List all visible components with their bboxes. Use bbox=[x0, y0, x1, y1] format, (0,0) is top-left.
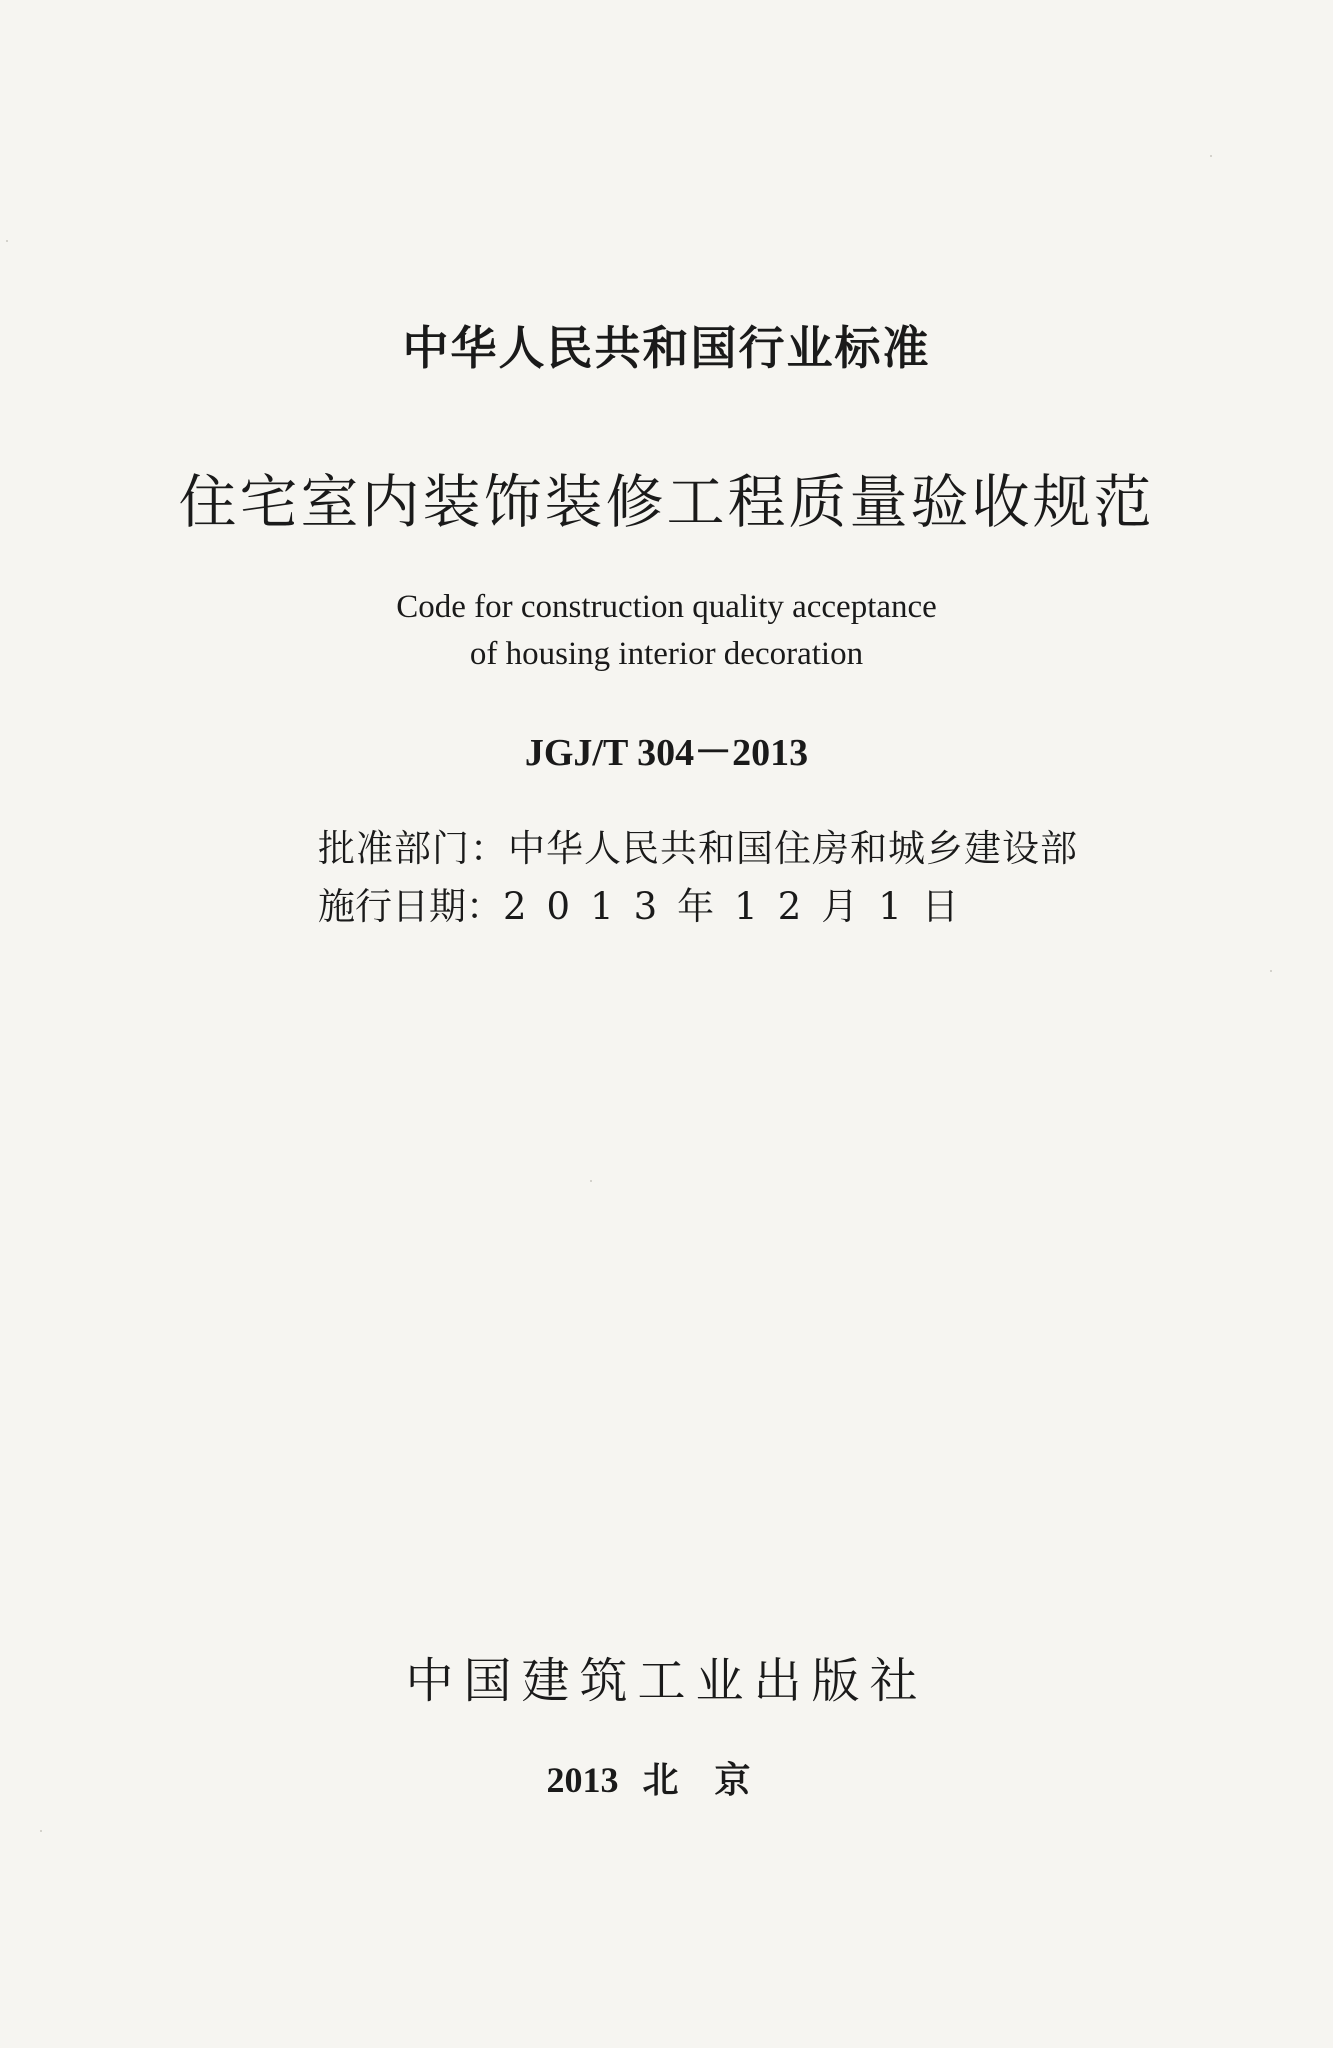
english-title-line-1: Code for construction quality acceptance bbox=[396, 589, 937, 625]
chinese-title: 住宅室内装饰装修工程质量验收规范 bbox=[178, 468, 1155, 536]
effective-value: 2013年12月1日 bbox=[503, 885, 979, 928]
publication-year: 2013 bbox=[546, 1760, 619, 1800]
publisher-name: 中国建筑工业出版社 bbox=[405, 1653, 928, 1709]
scan-speck bbox=[1270, 970, 1272, 972]
scan-speck bbox=[590, 1180, 592, 1182]
approval-department bbox=[318, 826, 1078, 872]
publication-city: 北京 bbox=[642, 1759, 787, 1801]
scan-speck bbox=[6, 240, 8, 242]
approval-value: 中华人民共和国住房和城乡建设部 bbox=[508, 827, 1078, 870]
standard-category: 中华人民共和国行业标准 bbox=[402, 321, 931, 375]
effective-label: 施行日期： bbox=[318, 885, 503, 928]
approval-label: 批准部门： bbox=[318, 827, 508, 870]
effective-date bbox=[318, 884, 979, 930]
scan-speck bbox=[1210, 155, 1212, 157]
scan-speck bbox=[40, 1830, 42, 1832]
publication-place bbox=[0, 1758, 1333, 1802]
english-title-line-2: of housing interior decoration bbox=[469, 636, 864, 672]
standard-number: JGJ/T 304－2013 bbox=[524, 732, 809, 774]
